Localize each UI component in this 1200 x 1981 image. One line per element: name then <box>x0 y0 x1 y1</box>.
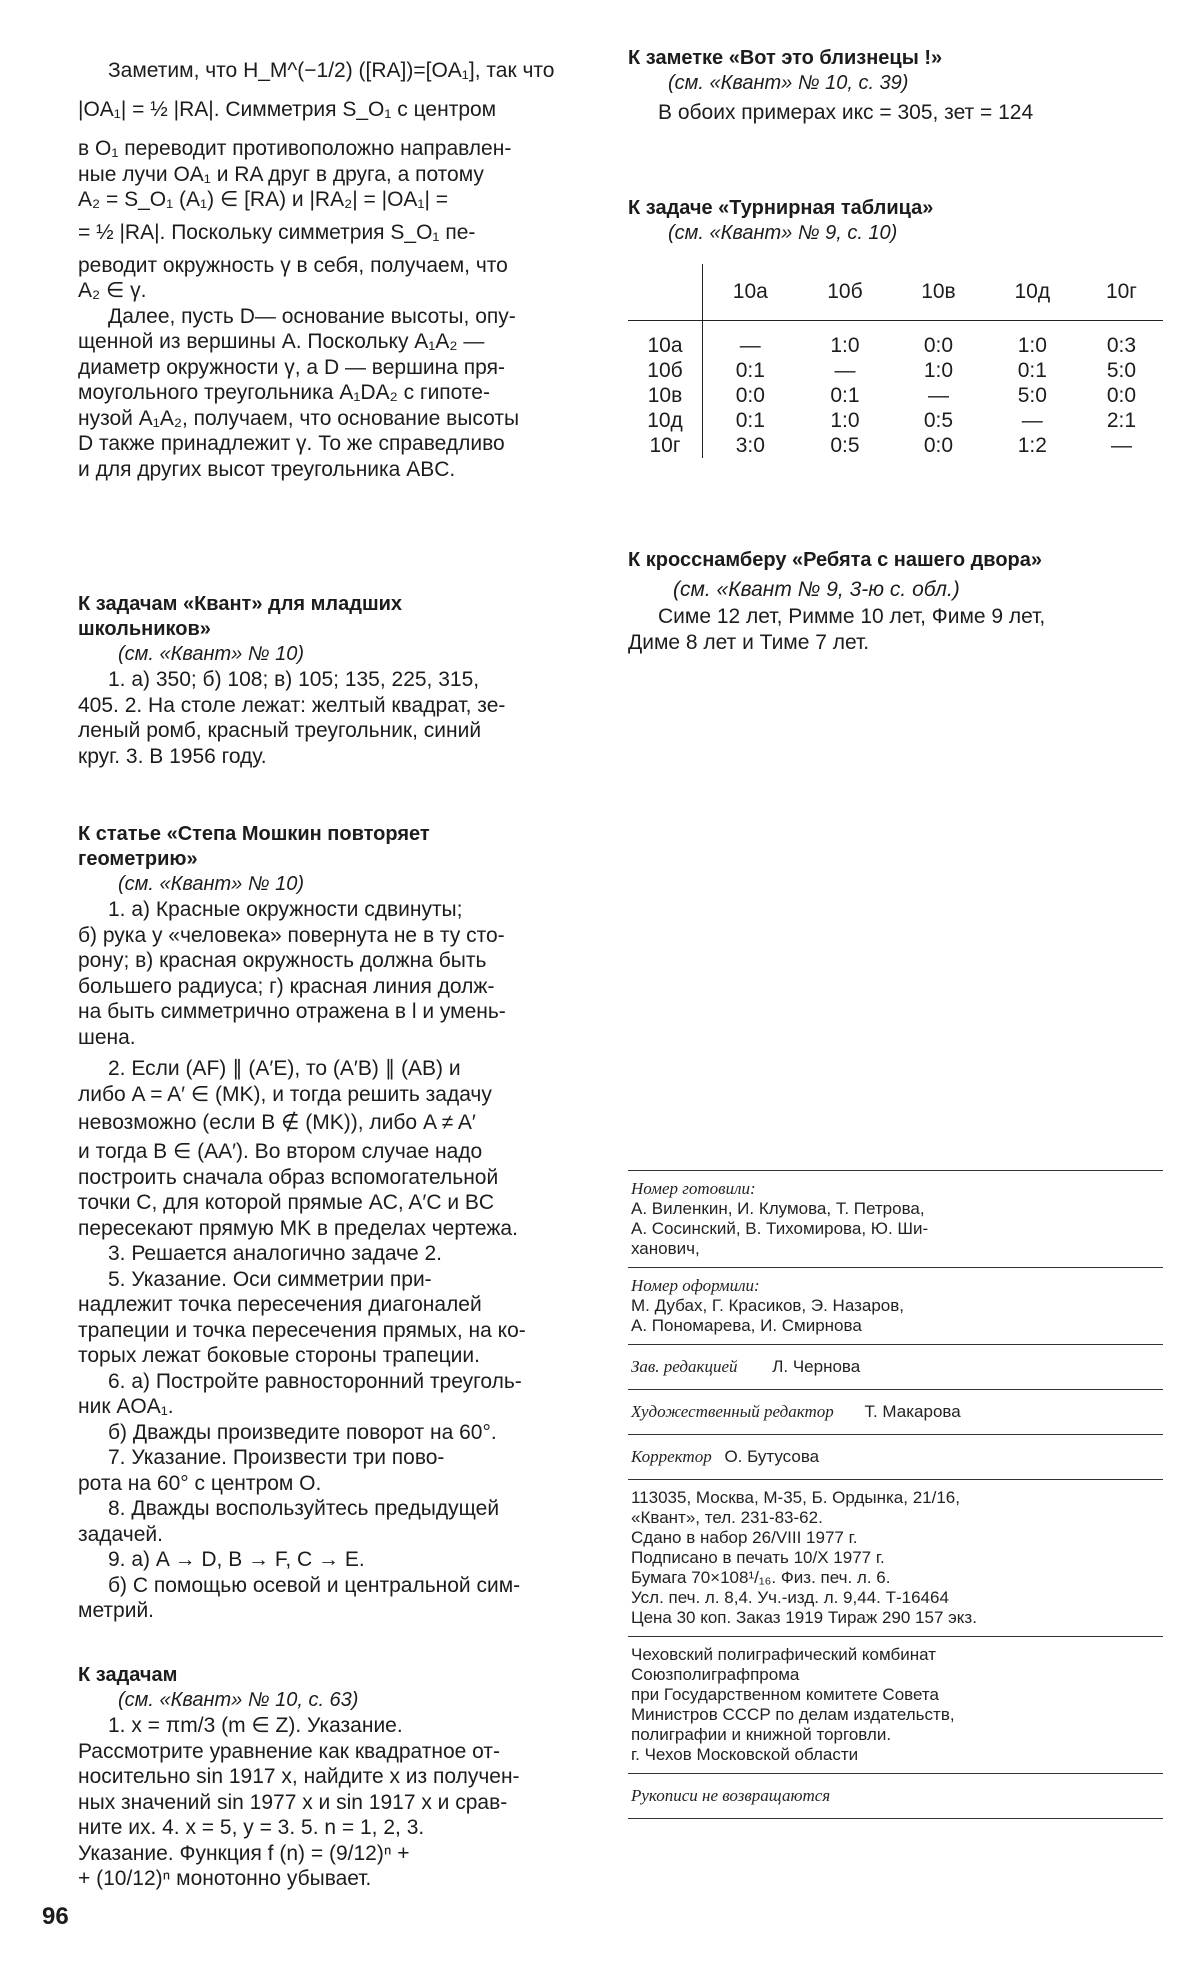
section-junior-problems <box>78 592 598 769</box>
table-row <box>628 320 1163 358</box>
text-line: ник AOA₁. <box>78 1395 174 1418</box>
imprint-line: Усл. печ. л. 8,4. Уч.-изд. л. 9,44. Т-16464 <box>631 1588 949 1607</box>
row-label: 10д <box>647 408 683 432</box>
imprint-corrector <box>628 1435 1163 1479</box>
text-line: В обоих примерах икс = 305, зет = 124 <box>658 101 1034 124</box>
text-line: A₂ ∈ γ. <box>78 279 147 302</box>
table-header: 10г <box>1080 264 1163 320</box>
text-line: Рассмотрите уравнение как квадратное от- <box>78 1739 500 1763</box>
imprint-line: Цена 30 коп. Заказ 1919 Тираж 290 157 экз. <box>631 1608 977 1627</box>
text-line: на быть симметрично отражена в l и умень- <box>78 1000 506 1023</box>
text-line: нузой A₁A₂, получаем, что основание высоты <box>78 406 520 430</box>
table-cell: 3:0 <box>703 433 798 458</box>
text-line: диаметр окружности γ, а D — вершина пря- <box>78 355 505 379</box>
table-header: 10д <box>985 264 1080 320</box>
table-cell: — <box>834 358 856 382</box>
table-cell: 0:0 <box>923 334 954 357</box>
table-header: 10а <box>703 264 798 320</box>
imprint-line: Бумага 70×108¹/₁₆. Физ. печ. л. 6. <box>631 1568 891 1587</box>
text-line: 5. Указание. Оси симметрии при- <box>108 1267 432 1291</box>
table-cell: 0:5 <box>830 433 860 457</box>
text-line: б) Дважды произведите поворот на 60°. <box>108 1420 497 1444</box>
text-line: носительно sin 1917 x, найдите x из получен- <box>78 1765 520 1788</box>
section-reference: (см. «Квант» № 10) <box>118 643 304 665</box>
table-cell: 0:1 <box>1017 358 1047 382</box>
section-heading: К заметке «Вот это близнецы !» <box>628 47 943 69</box>
section-heading: К задачам «Квант» для младших <box>78 593 403 615</box>
imprint-name: О. Бутусова <box>724 1447 820 1466</box>
imprint-line: «Квант», тел. 231-83-62. <box>631 1508 823 1527</box>
text-line: ные лучи OA₁ и RA друг в друга, а потому <box>78 162 484 186</box>
text-line: большего радиуса; г) красная линия долж- <box>78 974 495 998</box>
section-heading: К задаче «Турнирная таблица» <box>628 197 934 219</box>
section-reference: (см. «Квант» № 10) <box>118 873 304 895</box>
text-line: построить сначала образ вспомогательной <box>78 1165 499 1189</box>
section-reference: (см. «Квант» № 10, с. 63) <box>118 1689 359 1711</box>
section-reference: (см. «Квант» № 10, с. 39) <box>668 72 909 94</box>
text-line: надлежит точка пересечения диагоналей <box>78 1293 482 1316</box>
imprint-line: полиграфии и книжной торговли. <box>631 1725 892 1744</box>
imprint-line: А. Сосинский, В. Тихомирова, Ю. Ши- <box>631 1219 929 1238</box>
table-cell: 0:5 <box>923 408 954 432</box>
text-line: невозможно (если B ∉ (MK)), либо A ≠ A′ <box>78 1111 476 1134</box>
imprint-art-editor <box>628 1390 1163 1434</box>
imprint-address <box>628 1480 1163 1636</box>
text-line: рону; в) красная окружность должна быть <box>78 949 487 972</box>
text-line: леный ромб, красный треугольник, синий <box>78 719 482 742</box>
table-cell: 0:1 <box>703 358 798 383</box>
text-line: |OA₁| = ½ |RA|. Симметрия S_O₁ с центром <box>78 98 497 121</box>
text-line: Далее, пусть D— основание высоты, опу- <box>108 304 516 328</box>
text-line: 6. а) Постройте равносторонний треуголь- <box>108 1369 522 1393</box>
section-heading: К задачам <box>78 1664 178 1686</box>
table-cell: 0:0 <box>923 433 954 457</box>
imprint-line: А. Пономарева, И. Смирнова <box>631 1316 862 1335</box>
imprint-label: Художественный редактор <box>631 1402 834 1421</box>
imprint-label: Рукописи не возвращаются <box>631 1786 831 1805</box>
imprint-line: Союзполиграфпрома <box>631 1665 800 1684</box>
imprint-line: при Государственном комитете Совета <box>631 1685 939 1704</box>
table-cell: 0:0 <box>1106 383 1137 407</box>
imprint-line: Подписано в печать 10/X 1977 г. <box>631 1548 885 1567</box>
geometry-solution <box>78 54 598 482</box>
table-cell: 1:0 <box>1017 334 1047 357</box>
imprint-label: Номер готовили: <box>631 1179 756 1198</box>
text-line: трапеции и точка пересечения прямых, на ко- <box>78 1318 526 1342</box>
text-line: Заметим, что H_M^(−1/2) ([RA])=[OA₁], так что <box>108 59 555 82</box>
imprint-manuscripts <box>628 1774 1163 1818</box>
table-header: 10в <box>892 264 984 320</box>
section-reference: (см. «Квант № 9, 3-ю с. обл.) <box>673 578 960 601</box>
page-number: 96 <box>42 1903 69 1930</box>
table-cell: 1:2 <box>1017 433 1047 457</box>
section-heading: школьников» <box>78 618 211 640</box>
text-line: либо A = A′ ∈ (MK), и тогда решить задачу <box>78 1082 492 1106</box>
text-line: шена. <box>78 1025 136 1049</box>
imprint-line: Чеховский полиграфический комбинат <box>631 1645 936 1664</box>
section-crossnumber <box>628 548 1163 655</box>
imprint-designed <box>628 1268 1163 1344</box>
text-line: 3. Решается аналогично задаче 2. <box>108 1242 443 1265</box>
section-twins <box>628 46 1163 126</box>
table-row <box>628 433 1163 458</box>
table-cell: — <box>703 320 798 358</box>
text-line: Симе 12 лет, Римме 10 лет, Фиме 9 лет, <box>658 605 1046 628</box>
section-reference: (см. «Квант» № 9, с. 10) <box>668 222 898 244</box>
section-heading: геометрию» <box>78 848 198 870</box>
text-line: б) рука у «человека» повернута не в ту сто- <box>78 923 505 947</box>
imprint-line: г. Чехов Московской области <box>631 1745 859 1764</box>
table-row <box>628 358 1163 383</box>
imprint-label: Номер оформили: <box>631 1276 760 1295</box>
text-line: торых лежат боковые стороны трапеции. <box>78 1344 480 1367</box>
text-line: 8. Дважды воспользуйтесь предыдущей <box>108 1497 500 1520</box>
table-cell: 0:0 <box>703 383 798 408</box>
divider <box>628 1818 1163 1819</box>
table-cell: 1:0 <box>830 408 860 432</box>
table-cell: 5:0 <box>1106 358 1137 382</box>
section-tournament <box>628 196 1163 458</box>
text-line: ните их. 4. x = 5, y = 3. 5. n = 1, 2, 3. <box>78 1816 425 1839</box>
table-cell: 5:0 <box>1017 383 1047 407</box>
text-line: щенной из вершины A. Поскольку A₁A₂ — <box>78 330 485 353</box>
text-line: = ½ |RA|. Поскольку симметрия S_O₁ пе- <box>78 220 476 244</box>
text-line: метрий. <box>78 1599 155 1622</box>
table-cell: 2:1 <box>1106 408 1137 432</box>
section-stepa-moshkin <box>78 822 598 1624</box>
table-cell: 0:1 <box>703 408 798 433</box>
text-line: точки C, для которой прямые AC, A′C и BC <box>78 1191 495 1214</box>
imprint-line: М. Дубах, Г. Красиков, Э. Назаров, <box>631 1296 904 1315</box>
text-line: 7. Указание. Произвести три пово- <box>108 1446 445 1469</box>
imprint-line: Сдано в набор 26/VIII 1977 г. <box>631 1528 858 1547</box>
text-line: Указание. Функция f (n) = (9/12)ⁿ + <box>78 1841 410 1865</box>
imprint-line: Министров СССР по делам издательств, <box>631 1705 955 1724</box>
text-line: 1. а) 350; б) 108; в) 105; 135, 225, 315, <box>108 668 480 691</box>
table-header: 10б <box>798 264 893 320</box>
imprint-line: 113035, Москва, М-35, Б. Ордынка, 21/16, <box>631 1488 960 1507</box>
table-row <box>628 408 1163 433</box>
table-cell: — <box>1110 433 1132 457</box>
text-line: 1. а) Красные окружности сдвинуты; <box>108 898 463 921</box>
text-line: моугольного треугольника A₁DA₂ с гипоте- <box>78 381 490 404</box>
row-label: 10г <box>649 433 681 457</box>
table-cell: 1:0 <box>923 358 954 382</box>
imprint-line: А. Виленкин, И. Клумова, Т. Петрова, <box>631 1199 925 1218</box>
imprint-label: Корректор <box>631 1447 712 1466</box>
table-cell: 0:1 <box>830 383 860 407</box>
text-line: б) С помощью осевой и центральной сим- <box>108 1573 521 1597</box>
text-line: A₂ = S_O₁ (A₁) ∈ [RA) и |RA₂| = |OA₁| = <box>78 188 449 211</box>
text-line: и для других высот треугольника ABC. <box>78 457 456 481</box>
section-heading: К статье «Степа Мошкин повторяет <box>78 823 430 845</box>
text-line: в O₁ переводит противоположно направлен- <box>78 137 512 160</box>
text-line: 9. а) A → D, B → F, C → E. <box>108 1548 365 1571</box>
text-line: 2. Если (AF) ∥ (A′E), то (A′B) ∥ (AB) и <box>108 1057 461 1080</box>
imprint-prepared <box>628 1171 1163 1267</box>
section-heading: К кросснамберу «Ребята с нашего двора» <box>628 549 1043 571</box>
imprint-editor <box>628 1345 1163 1389</box>
row-label: 10в <box>647 383 683 407</box>
row-label: 10а <box>647 334 683 357</box>
text-line: и тогда B ∈ (AA′). Во втором случае надо <box>78 1140 483 1163</box>
imprint-name: Л. Чернова <box>772 1357 861 1376</box>
text-line: рота на 60° с центром O. <box>78 1471 322 1495</box>
imprint-line: ханович, <box>631 1239 700 1258</box>
table-cell: 1:0 <box>830 334 860 357</box>
tournament-table <box>628 264 1163 458</box>
imprint-label: Зав. редакцией <box>631 1357 738 1376</box>
table-cell: 0:3 <box>1106 334 1137 357</box>
imprint-name: Т. Макарова <box>864 1402 961 1421</box>
section-problems <box>78 1663 598 1892</box>
imprint-printer <box>628 1637 1163 1773</box>
text-line: D также принадлежит γ. То же справедливо <box>78 432 505 455</box>
text-line: ных значений sin 1977 x и sin 1917 x и срав- <box>78 1790 508 1814</box>
row-label: 10б <box>647 358 683 382</box>
text-line: 405. 2. На столе лежат: желтый квадрат, зе- <box>78 693 506 717</box>
table-row <box>628 383 1163 408</box>
table-cell: — <box>1021 408 1043 432</box>
text-line: 1. x = πm/3 (m ∈ Z). Указание. <box>108 1714 403 1737</box>
text-line: круг. 3. В 1956 году. <box>78 744 267 768</box>
text-line: + (10/12)ⁿ монотонно убывает. <box>78 1867 372 1890</box>
imprint-block <box>628 1170 1163 1819</box>
table-cell: — <box>927 383 949 407</box>
text-line: пересекают прямую MK в пределах чертежа. <box>78 1216 518 1240</box>
text-line: Диме 8 лет и Тиме 7 лет. <box>628 630 870 654</box>
text-line: задачей. <box>78 1522 163 1546</box>
text-line: реводит окружность γ в себя, получаем, что <box>78 253 508 277</box>
